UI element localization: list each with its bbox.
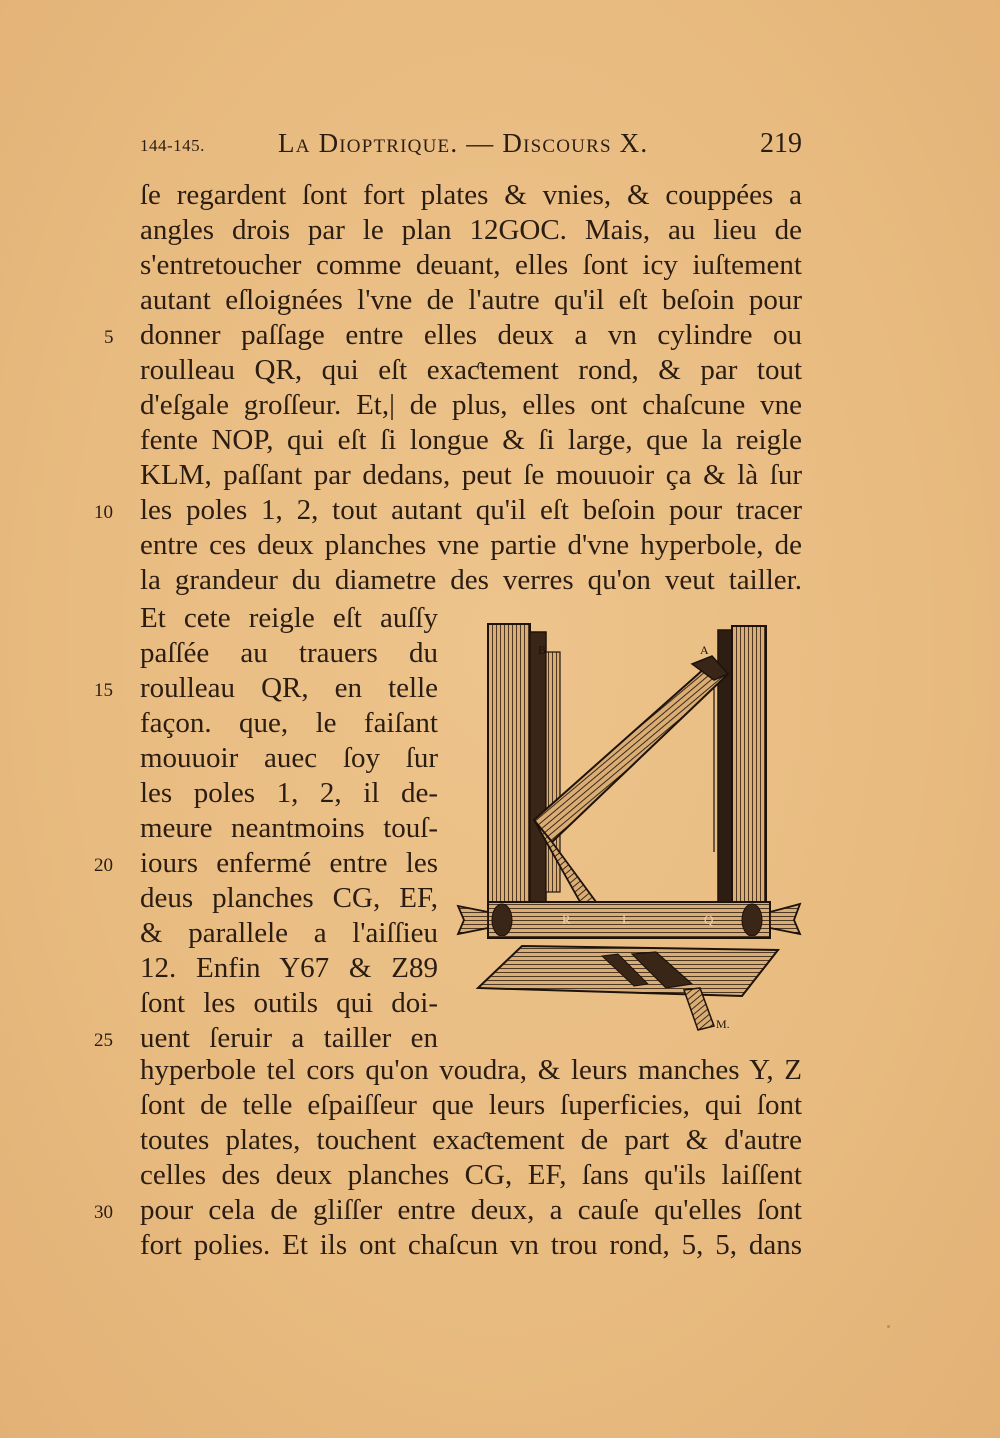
text-line: celles des deux planches CG, EF, ſans qu'ils laiſſent [140,1159,802,1191]
text-line: fente NOP, qui eſt ſi longue & ſi large, que la reigle [140,424,802,456]
figure-label-q: Q [704,912,714,927]
text-line: les poles 1, 2, il de- [140,777,438,809]
text-line: mouuoir auec ſoy ſur [140,742,438,774]
text-line: ſe regardent ſont fort plates & vnies, & couppées a [140,179,802,211]
text-line: façon. que, le faiſant [140,707,438,739]
text-line: Et cete reigle eſt auſſy [140,602,438,634]
text-line: fort polies. Et ils ont chaſcun vn trou rond, 5, 5, dans [140,1229,802,1261]
hyperbola-machine-engraving [452,616,808,1036]
figure-label-m: M. [716,1017,730,1031]
line-number: 25 [94,1030,113,1051]
line-number: 20 [94,855,113,876]
figure-label-l: L [622,912,630,927]
figure-label-r: R [562,912,571,927]
header-page-range: 144-145. [140,136,205,155]
text-line: hyperbole tel cors qu'on voudra, & leurs manches Y, Z [140,1054,802,1086]
text-line: s'entretoucher comme deuant, elles ſont icy iuſtement [140,249,802,281]
paper-speck [887,1325,890,1328]
text-line: uent ſeruir a tailler en [140,1022,438,1054]
text-line: angles drois par le plan 12GOC. Mais, au lieu de [140,214,802,246]
figure-label-b: B [538,643,547,657]
figure-label-a: A [700,643,709,657]
base-plank [478,946,778,1030]
text-line: roulleau QR, qui eſt exaƈtement rond, & par tout [140,354,802,386]
text-line: 12. Enfin Y67 & Z89 [140,952,438,984]
line-number: 10 [94,502,113,523]
text-line: entre ces deux planches vne partie d'vne hyperbole, de [140,529,802,561]
text-line: les poles 1, 2, tout autant qu'il eſt beſoin pour tracer [140,494,802,526]
line-number: 5 [104,327,114,348]
text-line: toutes plates, touchent exaƈtement de part & d'autre [140,1124,802,1156]
line-number: 15 [94,680,113,701]
text-line: pour cela de gliſſer entre deux, a cauſe qu'elles ſont [140,1194,802,1226]
text-line: autant eſloignées l'vne de l'autre qu'il eſt beſoin pour [140,284,802,316]
text-line: meure neantmoins touſ- [140,812,438,844]
text-line: paſſée au trauers du [140,637,438,669]
text-line: la grandeur du diametre des verres qu'on veut tailler. [140,564,802,596]
page-number: 219 [760,128,802,159]
text-line: ſont de telle eſpaiſſeur que leurs ſuperficies, qui ſont [140,1089,802,1121]
text-line: roulleau QR, en telle [140,672,438,704]
text-line: ſont les outils qui doi- [140,987,438,1019]
header-title: La Dioptrique. — Discours X. [278,128,649,158]
rule-klm [534,656,728,916]
text-line: iours enfermé entre les [140,847,438,879]
line-number: 30 [94,1202,113,1223]
running-header [140,128,802,168]
text-line: & parallele a l'aiſſieu [140,917,438,949]
text-line: d'eſgale groſſeur. Et,| de plus, elles ont chaſcune vne [140,389,802,421]
text-line: KLM, paſſant par dedans, peut ſe mouuoir ça & là ſur [140,459,802,491]
left-board [488,624,560,914]
text-line: deus planches CG, EF, [140,882,438,914]
text-line: donner paſſage entre elles deux a vn cylindre ou [140,319,802,351]
